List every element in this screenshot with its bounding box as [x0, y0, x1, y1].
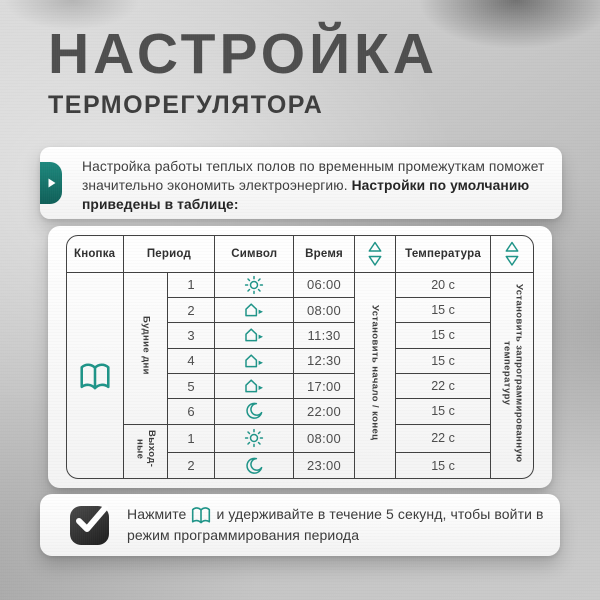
temperature-cell: 22 с [395, 373, 490, 398]
temperature-cell: 15 с [395, 348, 490, 373]
footer-note-text: Нажмите и удерживайте в течение 5 секунд, чтобы войти в режим программирования периода [127, 506, 544, 543]
time-cell: 08:00 [294, 424, 354, 452]
symbol-cell [215, 399, 294, 424]
period-number-cell: 2 [167, 453, 214, 479]
symbol-cell [215, 348, 294, 373]
column-header-time: Время [294, 235, 354, 272]
home-enter-icon [246, 304, 263, 315]
column-header-time-adjust [354, 235, 395, 272]
time-cell: 22:00 [294, 399, 354, 424]
up-down-arrows-icon [507, 242, 518, 265]
symbol-cell [215, 453, 294, 479]
weekend-group-label: Выход-ные [123, 424, 167, 479]
table-header-row [66, 235, 534, 272]
table-row [66, 424, 534, 452]
intro-accent-tab [40, 162, 62, 204]
table-row [66, 272, 534, 297]
set-temperature-label: Установить запрограммированную температуру [491, 272, 534, 479]
time-cell: 08:00 [294, 297, 354, 322]
symbol-cell [215, 373, 294, 398]
checkmark-icon [74, 502, 108, 536]
intro-card [40, 147, 562, 219]
temperature-cell: 15 с [395, 453, 490, 479]
period-number-cell: 6 [167, 399, 214, 424]
column-header-temperature: Температура [395, 235, 490, 272]
home-enter-icon [246, 380, 263, 391]
up-down-arrows-icon [369, 242, 380, 265]
intro-text-normal: Настройка работы теплых полов по временным промежуткам поможет значительно экономить электроэнергию. [82, 159, 545, 193]
page-title: НАСТРОЙКА [48, 22, 438, 86]
temperature-cell: 22 с [395, 424, 490, 452]
intro-text-bold: Настройки по умолчанию приведены в таблице: [82, 177, 530, 212]
period-number-cell: 1 [167, 424, 214, 452]
footer-note-card [40, 494, 560, 556]
symbol-cell [215, 323, 294, 348]
period-number-cell: 5 [167, 373, 214, 398]
home-enter-icon [246, 355, 263, 366]
time-cell: 12:30 [294, 348, 354, 373]
temperature-cell: 15 с [395, 399, 490, 424]
temperature-cell: 15 с [395, 323, 490, 348]
time-cell: 17:00 [294, 373, 354, 398]
column-header-button: Кнопка [66, 235, 123, 272]
temperature-cell: 20 с [395, 272, 490, 297]
sun-icon [246, 430, 263, 447]
symbol-cell [215, 424, 294, 452]
time-cell: 11:30 [294, 323, 354, 348]
symbol-cell [215, 297, 294, 322]
column-header-symbol: Символ [215, 235, 294, 272]
intro-text [40, 147, 562, 215]
period-number-cell: 2 [167, 297, 214, 322]
time-cell: 06:00 [294, 272, 354, 297]
weekdays-group-label: Будние дни [123, 272, 167, 424]
period-number-cell: 3 [167, 323, 214, 348]
period-number-cell: 4 [167, 348, 214, 373]
button-cell [66, 272, 123, 479]
play-icon [48, 178, 56, 188]
settings-table [66, 235, 534, 479]
column-header-temp-adjust [491, 235, 534, 272]
page-subtitle: ТЕРМОРЕГУЛЯТОРА [48, 91, 324, 119]
open-book-icon [193, 508, 210, 523]
checkmark-badge [70, 506, 109, 545]
moon-icon [247, 404, 262, 419]
sun-icon [246, 276, 263, 293]
set-time-label: Установить начало / конец [354, 272, 395, 479]
symbol-cell [215, 272, 294, 297]
moon-icon [247, 458, 262, 473]
period-number-cell: 1 [167, 272, 214, 297]
settings-table-card [48, 226, 552, 488]
open-book-icon [81, 364, 108, 387]
home-enter-icon [246, 330, 263, 341]
column-header-period: Период [123, 235, 214, 272]
temperature-cell: 15 с [395, 297, 490, 322]
time-cell: 23:00 [294, 453, 354, 479]
page-header [48, 22, 438, 120]
